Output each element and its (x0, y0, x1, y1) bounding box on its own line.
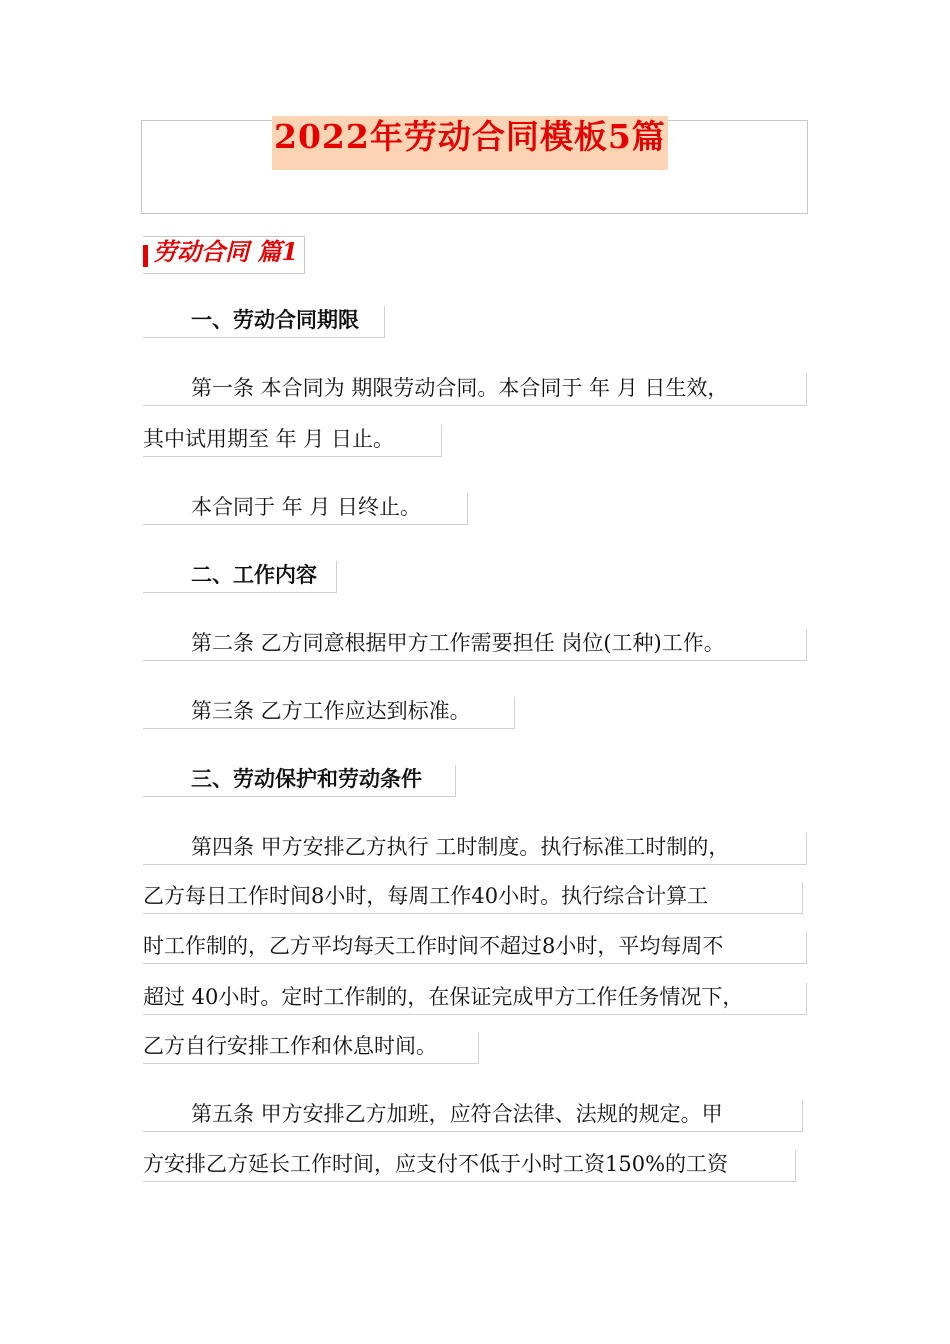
heading-marker (143, 245, 148, 267)
paragraph-line: 方安排乙方延长工作时间，应支付不低于小时工资150%的工资 (143, 1150, 796, 1182)
paragraph-line: 超过 40小时。定时工作制的，在保证完成甲方工作任务情况下， (143, 983, 807, 1015)
paragraph-line: 乙方自行安排工作和休息时间。 (143, 1032, 479, 1064)
paragraph-line: 乙方每日工作时间8小时，每周工作40小时。执行综合计算工 (143, 882, 803, 914)
paragraph-line: 第二条 乙方同意根据甲方工作需要担任 岗位(工种)工作。 (143, 629, 807, 661)
paragraph-line: 其中试用期至 年 月 日止。 (143, 425, 442, 457)
paragraph-line: 第三条 乙方工作应达到标准。 (143, 697, 515, 729)
paragraph-line: 本合同于 年 月 日终止。 (143, 493, 468, 525)
paragraph-line: 第一条 本合同为 期限劳动合同。本合同于 年 月 日生效， (143, 374, 807, 406)
paragraph-line: 第四条 甲方安排乙方执行 工时制度。执行标准工时制的， (143, 833, 807, 865)
document-title: 2022年劳动合同模板5篇 (272, 116, 668, 170)
section-heading-text: 劳动合同 篇1 (153, 237, 299, 266)
heading-work-content: 二、工作内容 (143, 561, 337, 593)
heading-contract-term: 一、劳动合同期限 (143, 306, 385, 338)
heading-labor-protection: 三、劳动保护和劳动条件 (143, 765, 456, 797)
paragraph-line: 时工作制的，乙方平均每天工作时间不超过8小时，平均每周不 (143, 932, 807, 964)
paragraph-line: 第五条 甲方安排乙方加班，应符合法律、法规的规定。甲 (143, 1100, 803, 1132)
section-heading (143, 236, 305, 274)
